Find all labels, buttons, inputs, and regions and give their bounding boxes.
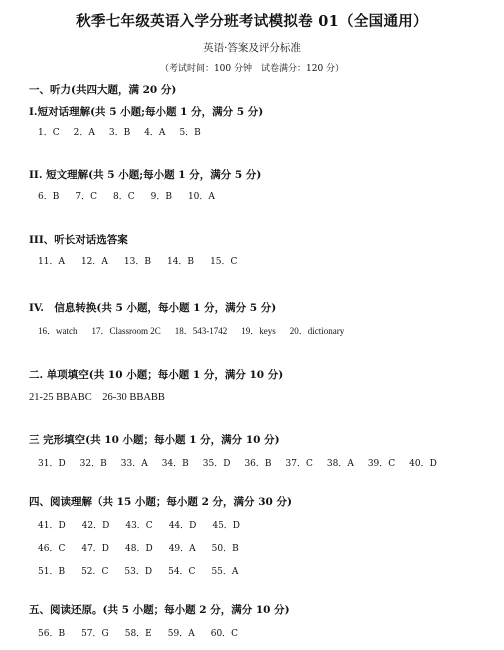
answer-item: 11．A	[38, 257, 65, 267]
page-title: 秋季七年级英语入学分班考试模拟卷 01（全国通用）	[76, 13, 428, 30]
section-heading-passage: II. 短文理解(共 5 小题;每小题 1 分，满分 5 分)	[29, 169, 262, 181]
answer-item: 57．G	[81, 629, 109, 639]
answer-item: 53．D	[124, 567, 153, 577]
answer-row-long-dialogue	[38, 254, 253, 267]
answer-item: 20．dictionary	[289, 326, 345, 336]
answer-item: 5．B	[179, 128, 201, 138]
exam-info: （考试时间：100 分钟 试卷满分：120 分）	[159, 64, 345, 74]
answer-item: 49．A	[168, 544, 196, 554]
answer-item: 60．C	[210, 629, 239, 639]
answer-row-reading-restoration	[38, 626, 254, 639]
section-heading-reading: 四、阅读理解（共 15 小题；每小题 2 分，满分 30 分)	[29, 496, 292, 508]
answer-row-cloze	[38, 456, 437, 469]
answer-row-reading-2	[38, 541, 255, 554]
section-heading-single-choice: 二. 单项填空(共 10 小题；每小题 1 分，满分 10 分)	[29, 369, 284, 381]
answer-item: 46．C	[38, 544, 66, 554]
answer-item: 1．C	[38, 128, 60, 138]
answer-item: 54．C	[168, 567, 196, 577]
answer-item: 47．D	[81, 544, 110, 554]
answer-item: 6．B	[38, 192, 60, 202]
answer-item: 34．B	[161, 459, 189, 469]
answer-item: 16．watch	[38, 326, 78, 336]
answer-item: 9．B	[150, 192, 172, 202]
answer-item: 8．C	[112, 192, 135, 202]
section-heading-cloze: 三 完形填空(共 10 小题；每小题 1 分，满分 10 分)	[29, 434, 280, 446]
answer-item: 40．D	[409, 459, 437, 469]
answer-item: 33．A	[120, 459, 148, 469]
answer-item: 31．D	[38, 459, 66, 469]
answer-item: 14．B	[166, 257, 195, 267]
answer-item: 10．A	[187, 192, 215, 202]
answer-item: 37．C	[285, 459, 313, 469]
answer-item: 36．B	[244, 459, 272, 469]
answer-item: 4．A	[144, 128, 166, 138]
answer-item: 38．A	[326, 459, 354, 469]
answer-item: 42．D	[81, 521, 110, 531]
answer-item: 2．A	[73, 128, 95, 138]
answer-item: 7．C	[75, 192, 97, 202]
answer-row-reading-1	[38, 518, 256, 531]
answer-item: 58．E	[124, 629, 152, 639]
answer-item: 32．B	[79, 459, 107, 469]
section-heading-reading-restoration: 五、阅读还原。(共 5 小题；每小题 2 分，满分 10 分)	[29, 604, 290, 616]
answer-row-passage	[38, 189, 231, 202]
section-heading-listening: 一、听力(共四大题，满 20 分)	[29, 84, 177, 96]
answer-item: 55．A	[211, 567, 239, 577]
answer-item: 50．B	[211, 544, 239, 554]
answer-item: 35．D	[202, 459, 231, 469]
answer-row-short-dialogue	[38, 125, 215, 138]
answer-item: 52．C	[81, 567, 109, 577]
answer-row-info-conversion	[38, 324, 358, 337]
answer-item: 43．C	[125, 521, 153, 531]
section-heading-short-dialogue: Ⅰ.短对话理解(共 5 小题;每小题 1 分，满分 5 分)	[29, 106, 264, 118]
answer-item: 17．Classroom 2C	[91, 326, 161, 336]
answer-item: 51．B	[38, 567, 66, 577]
answer-item: 12．A	[80, 257, 108, 267]
answer-item: 56．B	[38, 629, 66, 639]
section-heading-info-conversion: IV. 信息转换(共 5 小题，每小题 1 分，满分 5 分)	[29, 302, 277, 314]
answer-item: 19．keys	[241, 326, 276, 336]
answer-item: 39．C	[367, 459, 396, 469]
answer-item: 13．B	[123, 257, 151, 267]
answer-item: 3．B	[108, 128, 131, 138]
answer-item: 15．C	[210, 257, 238, 267]
page-subtitle: 英语·答案及评分标准	[203, 42, 301, 54]
section-heading-long-dialogue: III、听长对话选答案	[29, 234, 128, 246]
answer-single-choice: 21-25 BBABC 26-30 BBABB	[29, 392, 165, 403]
answer-item: 48．D	[125, 544, 153, 554]
answer-item: 59．A	[167, 629, 195, 639]
answer-item: 45．D	[212, 521, 241, 531]
answer-row-reading-3	[38, 564, 254, 577]
answer-item: 44．D	[168, 521, 197, 531]
answer-item: 18．543-1742	[174, 326, 228, 336]
answer-item: 41．D	[38, 521, 66, 531]
